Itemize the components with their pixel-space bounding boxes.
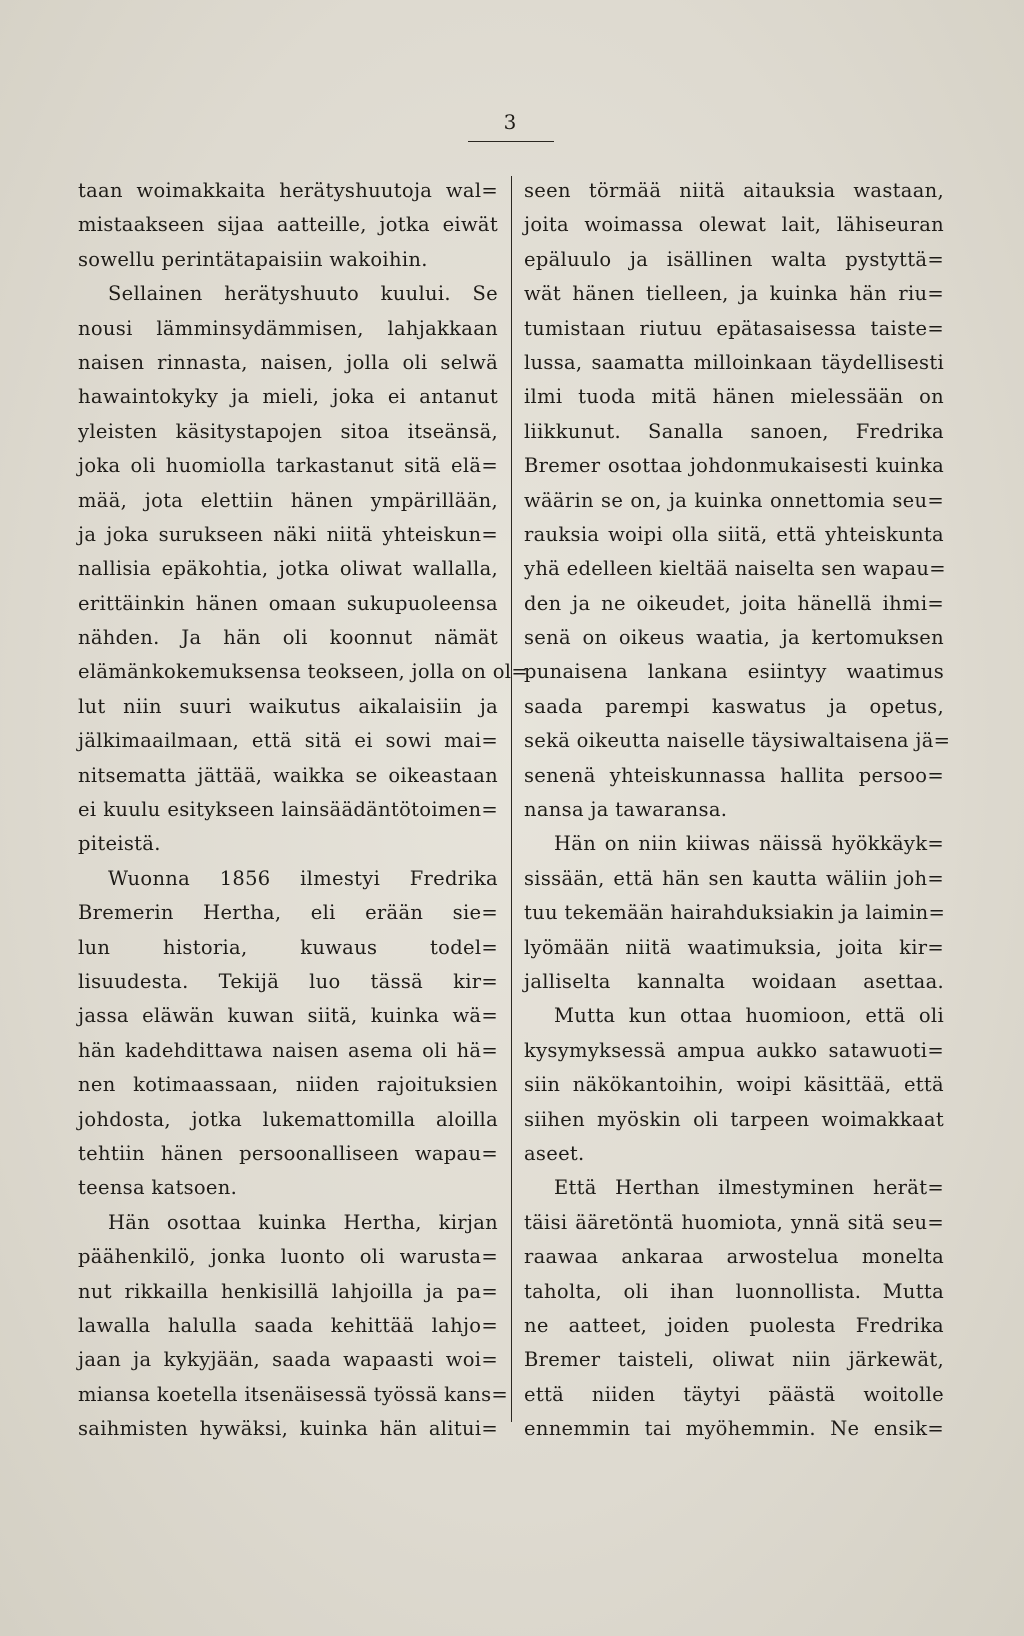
text-line: nallisia epäkohtia, jotka oliwat wallalla, [78, 557, 498, 581]
text-line: taholta, oli ihan luonnollista. Mutta [524, 1279, 944, 1303]
text-line: mistaakseen sijaa aatteille, jotka eiwät [78, 213, 498, 237]
text-line: wäärin se on, ja kuinka onnettomia seu= [524, 488, 944, 512]
text-line: sissään, että hän sen kautta wäliin joh= [524, 866, 944, 890]
text-line: Hän osottaa kuinka Hertha, kirjan [108, 1210, 498, 1234]
text-line: jalliselta kannalta woidaan asettaa. [524, 969, 944, 993]
text-line: nähden. Ja hän oli koonnut nämät [78, 626, 498, 650]
text-line: ja joka surukseen näki niitä yhteiskun= [78, 522, 498, 546]
text-line: saada parempi kaswatus ja opetus, [524, 694, 944, 718]
text-line: nut rikkailla henkisillä lahjoilla ja pa= [78, 1279, 498, 1303]
text-line: yleisten käsitystapojen sitoa itseänsä, [78, 419, 498, 443]
text-line: den ja ne oikeudet, joita hänellä ihmi= [524, 591, 944, 615]
text-line: nitsematta jättää, waikka se oikeastaan [78, 763, 498, 787]
text-line: päähenkilö, jonka luonto oli warusta= [78, 1245, 498, 1269]
text-line: jaan ja kykyjään, saada wapaasti woi= [78, 1348, 498, 1372]
text-line: aseet. [524, 1141, 585, 1165]
left-column [78, 174, 528, 1446]
text-line: Mutta kun ottaa huomioon, että oli [554, 1004, 944, 1028]
text-line: jassa eläwän kuwan siitä, kuinka wä= [78, 1004, 498, 1028]
text-line: jälkimaailmaan, että sitä ei sowi mai= [78, 729, 498, 753]
text-line: wät hänen tielleen, ja kuinka hän riu= [524, 282, 944, 306]
text-line: hawaintokyky ja mieli, joka ei antanut [78, 385, 498, 409]
text-line: punaisena lankana esiintyy waatimus [524, 660, 944, 684]
column-divider [511, 176, 512, 1422]
text-line: nen kotimaassaan, niiden rajoituksien [78, 1073, 498, 1097]
text-line: Bremer osottaa johdonmukaisesti kuinka [524, 454, 944, 478]
text-line: yhä edelleen kieltää naiselta sen wapau= [524, 557, 946, 581]
text-line: siin näkökantoihin, woipi käsittää, että [524, 1073, 944, 1097]
header-rule [468, 141, 554, 142]
text-line: ei kuulu esitykseen lainsäädäntötoimen= [78, 798, 498, 822]
text-line: ne aatteet, joiden puolesta Fredrika [524, 1313, 944, 1337]
text-line: ennemmin tai myöhemmin. Ne ensik= [524, 1417, 944, 1441]
text-line: mää, jota elettiin hänen ympärillään, [78, 488, 498, 512]
text-line: nansa ja tawaransa. [524, 798, 728, 822]
text-line: nousi lämminsydämmisen, lahjakkaan [78, 316, 498, 340]
text-line: Sellainen herätyshuuto kuului. Se [108, 282, 498, 306]
text-line: ilmi tuoda mitä hänen mielessään on [524, 385, 944, 409]
text-line: Bremer taisteli, oliwat niin järkewät, [524, 1348, 944, 1372]
page-number: 3 [503, 110, 517, 134]
text-line: lut niin suuri waikutus aikalaisiin ja [78, 694, 498, 718]
text-line: joita woimassa olewat lait, lähiseuran [524, 213, 944, 237]
text-line: saihmisten hywäksi, kuinka hän alitui= [78, 1417, 498, 1441]
text-line: lisuudesta. Tekijä luo tässä kir= [78, 969, 498, 993]
text-line: tumistaan riutuu epätasaisessa taiste= [524, 316, 944, 340]
text-line: johdosta, jotka lukemattomilla aloilla [78, 1107, 498, 1131]
text-line: taan woimakkaita herätyshuutoja wal= [78, 179, 498, 202]
text-line: Että Herthan ilmestyminen herät= [554, 1176, 944, 1200]
text-line: hän kadehdittawa naisen asema oli hä= [78, 1038, 498, 1062]
right-column [524, 174, 951, 1446]
text-line: tehtiin hänen persoonalliseen wapau= [78, 1141, 498, 1165]
text-line: tuu tekemään hairahduksiakin ja laimin= [524, 901, 946, 925]
text-line: sekä oikeutta naiselle täysiwaltaisena jä= [524, 729, 951, 753]
text-line: lyömään niitä waatimuksia, joita kir= [524, 935, 944, 959]
text-line: elämänkokemuksensa teokseen, jolla on ol= [78, 660, 528, 684]
text-line: miansa koetella itsenäisessä työssä kans= [78, 1382, 509, 1406]
text-line: raawaa ankaraa arwostelua monelta [524, 1245, 944, 1269]
text-line: lun historia, kuwaus todel= [78, 935, 498, 959]
text-line: Hän on niin kiiwas näissä hyökkäyk= [554, 832, 944, 856]
text-line: senä on oikeus waatia, ja kertomuksen [524, 626, 944, 650]
text-line: kysymyksessä ampua aukko satawuoti= [524, 1038, 944, 1062]
text-line: teensa katsoen. [78, 1176, 238, 1200]
text-line: sowellu perintätapaisiin wakoihin. [78, 247, 428, 271]
text-line: lussa, saamatta milloinkaan täydellisesti [524, 350, 944, 374]
text-line: siihen myöskin oli tarpeen woimakkaat [524, 1107, 944, 1131]
text-line: täisi ääretöntä huomiota, ynnä sitä seu= [524, 1210, 944, 1234]
text-line: joka oli huomiolla tarkastanut sitä elä= [78, 454, 498, 478]
text-line: erittäinkin hänen omaan sukupuoleensa [78, 591, 498, 615]
text-line: että niiden täytyi päästä woitolle [524, 1382, 944, 1406]
text-line: naisen rinnasta, naisen, jolla oli selwä [78, 350, 498, 374]
text-line: seen törmää niitä aitauksia wastaan, [524, 179, 944, 202]
text-line: liikkunut. Sanalla sanoen, Fredrika [524, 419, 944, 443]
text-line: Wuonna 1856 ilmestyi Fredrika [108, 866, 498, 890]
text-line: Bremerin Hertha, eli erään sie= [78, 901, 498, 925]
text-line: lawalla halulla saada kehittää lahjo= [78, 1313, 498, 1337]
text-line: senenä yhteiskunnassa hallita persoo= [524, 763, 944, 787]
text-line: rauksia woipi olla siitä, että yhteiskunta [524, 522, 944, 546]
text-line: epäluulo ja isällinen walta pystyttä= [524, 247, 944, 271]
text-line: piteistä. [78, 832, 161, 856]
